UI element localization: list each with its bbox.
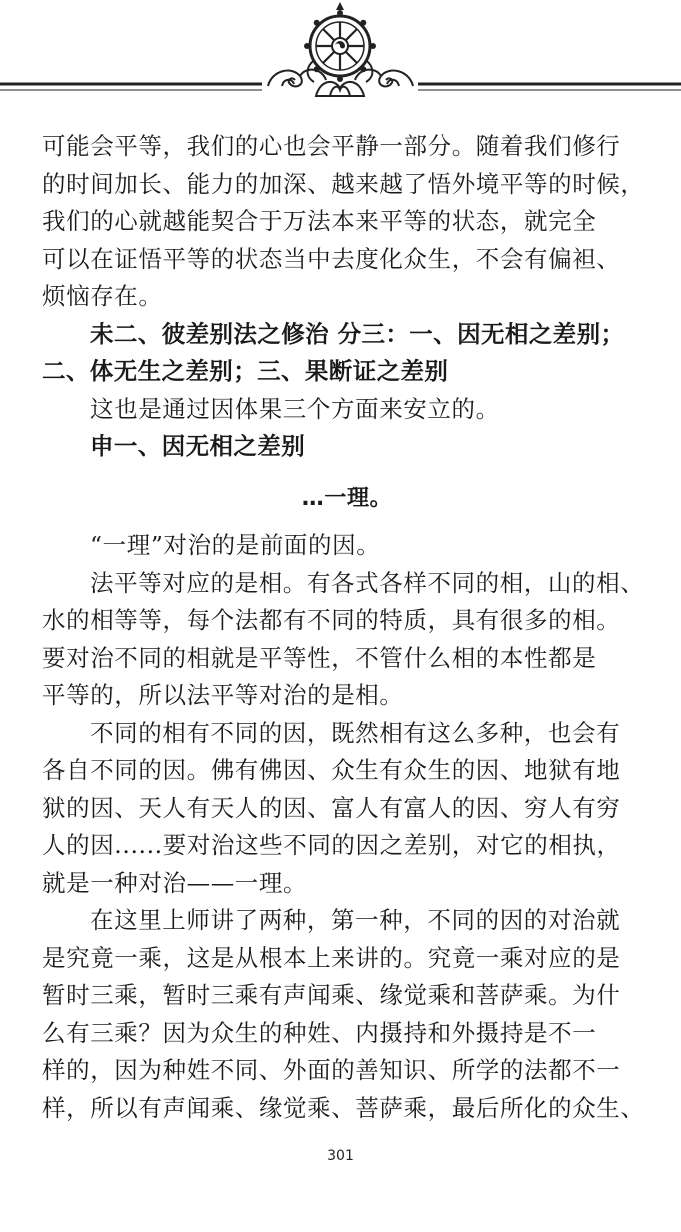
text-line: 可以在证悟平等的状态当中去度化众生，不会有偏袒、 <box>42 244 621 273</box>
section-heading <box>42 316 652 391</box>
page-body-text <box>42 128 652 1127</box>
text-line: 要对治不同的相就是平等性，不管什么相的本性都是 <box>42 643 597 672</box>
text-line: 的时间加长、能力的加深、越来越了悟外境平等的时候， <box>42 169 645 198</box>
root-text-quote <box>42 480 652 518</box>
text-line: 样的，因为种姓不同、外面的善知识、所学的法都不一 <box>42 1056 621 1084</box>
text-line: 水的相等等，每个法都有不同的特质，具有很多的相。 <box>42 606 621 634</box>
page-number: 301 <box>327 1148 354 1164</box>
text-line: 这也是通过因体果三个方面来安立的。 <box>90 394 500 423</box>
text-line: 各自不同的因。佛有佛因、众生有众生的因、地狱有地 <box>42 756 621 784</box>
text-line: 平等的，所以法平等对治的是相。 <box>42 681 404 709</box>
text-line: 是究竟一乘，这是从根本上来讲的。究竟一乘对应的是 <box>42 943 621 972</box>
text-line: 不同的相有不同的因，既然相有这么多种，也会有 <box>90 718 621 747</box>
quote-line: …一理。 <box>301 485 393 511</box>
text-line: 样，所以有声闻乘、缘觉乘、菩萨乘，最后所化的众生、 <box>42 1093 645 1122</box>
heading-line: 申一、因无相之差别 <box>90 432 306 460</box>
dharma-wheel-ornament-icon <box>0 0 681 112</box>
text-line: “一理”对治的是前面的因。 <box>90 531 381 559</box>
subsection-heading <box>42 428 652 466</box>
text-line: 么有三乘？因为众生的种姓、内摄持和外摄持是不一 <box>42 1018 597 1047</box>
paragraph <box>42 391 652 429</box>
text-line: 人的因......要对治这些不同的因之差别，对它的相执， <box>42 831 621 859</box>
text-line: 狱的因、天人有天人的因、富人有富人的因、穷人有穷 <box>42 793 621 822</box>
paragraph <box>42 565 652 715</box>
heading-line: 二、体无生之差别；三、果断证之差别 <box>42 357 449 385</box>
text-line: 在这里上师讲了两种，第一种，不同的因的对治就 <box>90 906 621 934</box>
text-line: 法平等对应的是相。有各式各样不同的相，山的相、 <box>90 568 645 597</box>
text-line: 烦恼存在。 <box>42 282 163 310</box>
page-header <box>0 0 681 112</box>
paragraph <box>42 715 652 903</box>
text-line: 暂时三乘，暂时三乘有声闻乘、缘觉乘和菩萨乘。为什 <box>42 981 621 1009</box>
paragraph-continuation <box>42 128 652 316</box>
paragraph <box>42 902 652 1127</box>
paragraph <box>42 527 652 565</box>
text-line: 可能会平等，我们的心也会平静一部分。随着我们修行 <box>42 132 621 160</box>
text-line: 我们的心就越能契合于万法本来平等的状态，就完全 <box>42 207 597 235</box>
text-line: 就是一种对治——一理。 <box>42 868 308 897</box>
heading-line: 未二、彼差别法之修治 分三：一、因无相之差别； <box>90 319 625 348</box>
